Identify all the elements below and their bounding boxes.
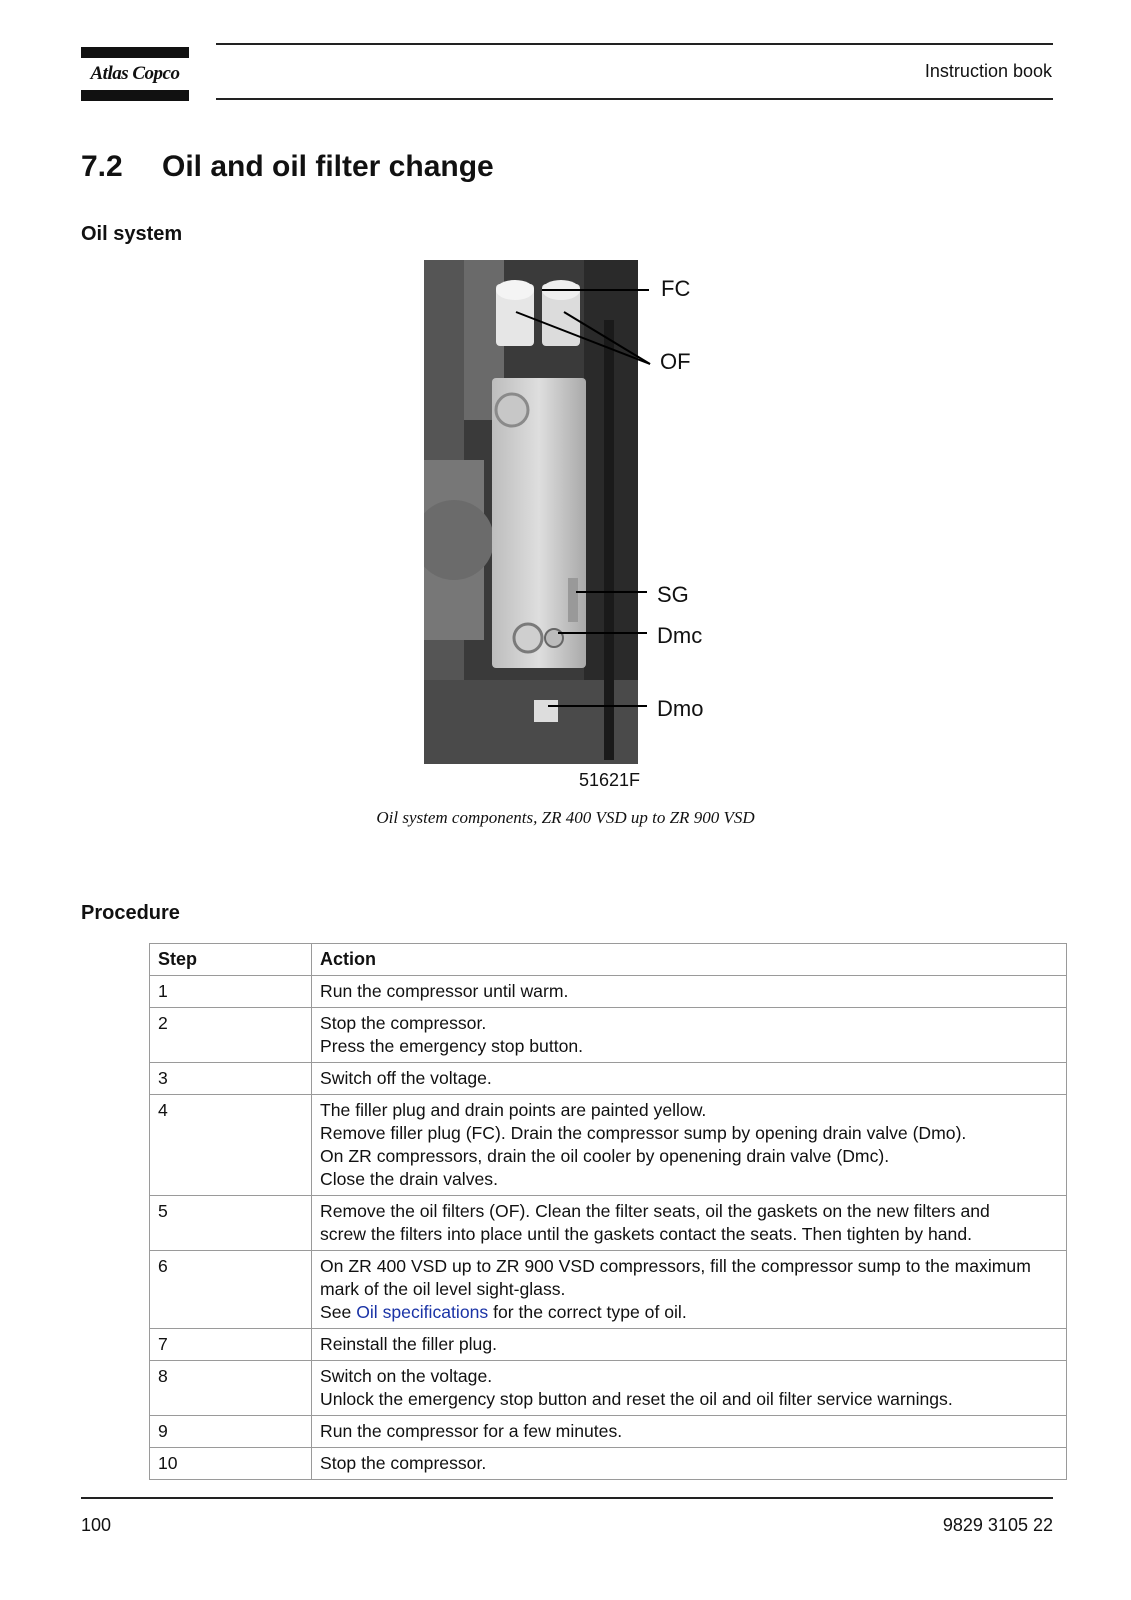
- step-number: 9: [150, 1416, 312, 1448]
- callout-dmo: Dmo: [657, 696, 704, 721]
- table-row: [150, 1329, 1067, 1361]
- action-line: Remove the oil filters (OF). Clean the filter seats, oil the gaskets on the new filters and: [320, 1201, 990, 1221]
- step-number: 2: [150, 1008, 312, 1063]
- action-line: On ZR compressors, drain the oil cooler by openening drain valve (Dmc).: [320, 1146, 890, 1166]
- step-number: 8: [150, 1361, 312, 1416]
- step-action: [312, 1361, 1067, 1416]
- action-line: Press the emergency stop button.: [320, 1036, 584, 1056]
- atlas-copco-logo: [81, 47, 189, 102]
- step-action: [312, 1008, 1067, 1063]
- oil-specifications-link[interactable]: Oil specifications: [356, 1302, 489, 1322]
- step-action: [312, 1063, 1067, 1095]
- action-line: Remove filler plug (FC). Drain the compressor sump by opening drain valve (Dmo).: [320, 1123, 967, 1143]
- step-action: [312, 1196, 1067, 1251]
- step-number: 1: [150, 976, 312, 1008]
- action-line: On ZR 400 VSD up to ZR 900 VSD compressors, fill the compressor sump to the maximum: [320, 1256, 1031, 1276]
- figure-caption: Oil system components, ZR 400 VSD up to ZR 900 VSD: [376, 808, 755, 827]
- footer-rule: [81, 1497, 1053, 1499]
- table-row: [150, 1361, 1067, 1416]
- callout-dmc: Dmc: [657, 623, 703, 648]
- logo-wordmark: Atlas Copco: [90, 63, 180, 84]
- action-line: The filler plug and drain points are painted yellow.: [320, 1100, 707, 1120]
- logo-bar-top: [81, 47, 189, 58]
- step-number: 7: [150, 1329, 312, 1361]
- document-number: 9829 3105 22: [942, 1515, 1053, 1535]
- figure-id: 51621F: [579, 770, 641, 790]
- step-action: [312, 1416, 1067, 1448]
- action-line: screw the filters into place until the gaskets contact the seats. Then tighten by hand.: [320, 1224, 972, 1244]
- action-line: Run the compressor for a few minutes.: [320, 1421, 623, 1441]
- step-number: 3: [150, 1063, 312, 1095]
- action-line: Reinstall the filler plug.: [320, 1334, 498, 1354]
- step-action: [312, 1251, 1067, 1329]
- header-rule-bottom: [216, 98, 1053, 100]
- step-action: [312, 1448, 1067, 1480]
- section-title: Oil and oil filter change: [162, 150, 494, 183]
- callout-fc: FC: [661, 276, 691, 301]
- action-line: Run the compressor until warm.: [320, 981, 569, 1001]
- callout-sg: SG: [657, 582, 689, 607]
- action-line-with-link: [320, 1301, 1059, 1324]
- action-line: Close the drain valves.: [320, 1169, 498, 1189]
- header-rule-top: [216, 43, 1053, 45]
- step-number: 4: [150, 1095, 312, 1196]
- table-row: [150, 1196, 1067, 1251]
- action-line: Switch on the voltage.: [320, 1366, 493, 1386]
- procedure-table: [149, 943, 1067, 1480]
- table-row: [150, 1251, 1067, 1329]
- table-row: [150, 1416, 1067, 1448]
- step-number: 10: [150, 1448, 312, 1480]
- step-number: 6: [150, 1251, 312, 1329]
- oil-system-heading: Oil system: [81, 223, 183, 245]
- action-line: Switch off the voltage.: [320, 1068, 492, 1088]
- logo-bar-bottom: [81, 90, 189, 101]
- action-line: Stop the compressor.: [320, 1453, 487, 1473]
- page-number: 100: [81, 1515, 112, 1535]
- section-heading: [81, 150, 494, 184]
- procedure-heading: Procedure: [81, 902, 180, 924]
- action-line: Unlock the emergency stop button and reset the oil and oil filter service warnings.: [320, 1389, 953, 1409]
- column-header-action: Action: [312, 944, 1067, 976]
- table-row: [150, 1063, 1067, 1095]
- section-number: 7.2: [81, 150, 123, 183]
- oil-system-figure: [424, 260, 714, 790]
- action-line: mark of the oil level sight-glass.: [320, 1279, 566, 1299]
- see-suffix: for the correct type of oil.: [488, 1302, 687, 1322]
- column-header-step: Step: [150, 944, 312, 976]
- callout-of: OF: [660, 349, 691, 374]
- table-row: [150, 1095, 1067, 1196]
- step-action: [312, 1329, 1067, 1361]
- step-action: [312, 1095, 1067, 1196]
- action-line: Stop the compressor.: [320, 1013, 487, 1033]
- table-row: [150, 1448, 1067, 1480]
- step-number: 5: [150, 1196, 312, 1251]
- table-header-row: [150, 944, 1067, 976]
- see-prefix: See: [320, 1302, 357, 1322]
- table-row: [150, 976, 1067, 1008]
- step-action: [312, 976, 1067, 1008]
- header-title: Instruction book: [924, 61, 1052, 81]
- table-row: [150, 1008, 1067, 1063]
